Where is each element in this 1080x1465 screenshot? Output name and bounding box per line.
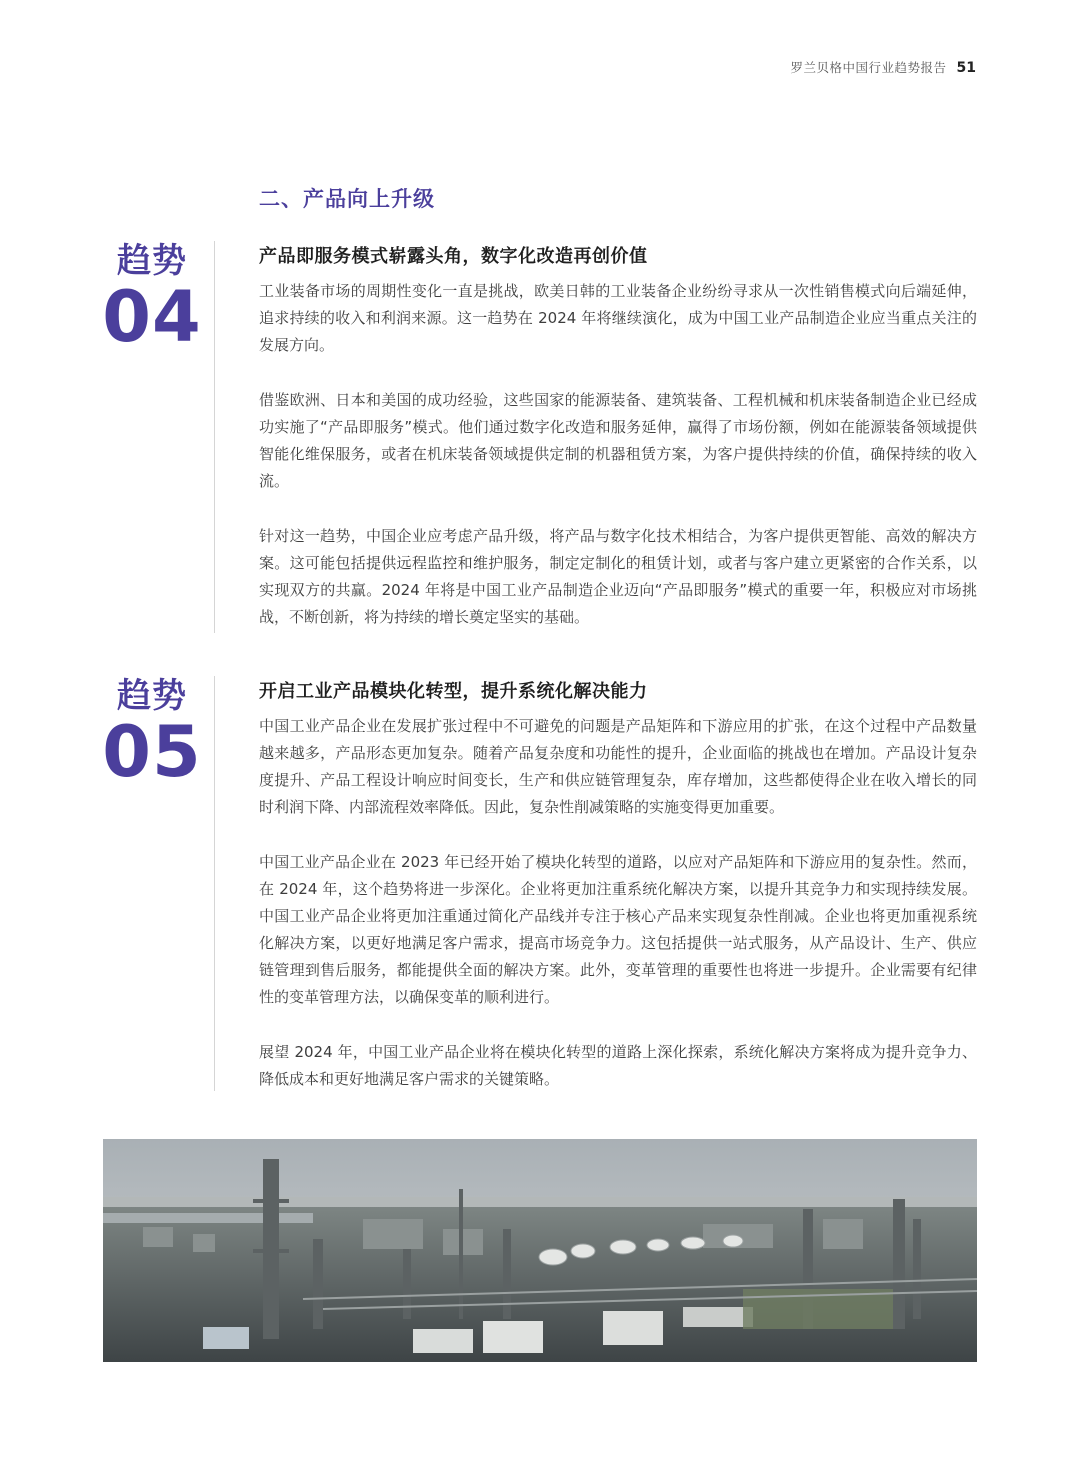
trend-label: 趋势 bbox=[117, 241, 187, 281]
page-header bbox=[791, 58, 977, 76]
trend-05-paragraph-3: 展望 2024 年，中国工业产品企业将在模块化转型的道路上深化探索，系统化解决方案将成为提升竞争力、降低成本和更好地满足客户需求的关键策略。 bbox=[259, 1043, 977, 1088]
trend-04-title: 产品即服务模式崭露头角，数字化改造再创价值 bbox=[259, 246, 648, 267]
trend-05-paragraph-1: 中国工业产品企业在发展扩张过程中不可避免的问题是产品矩阵和下游应用的扩张，在这个过程中产品数量越来越多，产品形态更加复杂。随着产品复杂度和功能性的提升，企业面临的挑战也在增加。产品设计复杂度提升、产品工程设计响应时间变长，生产和供应链管理复杂，库存增加，这些都使得企业在收入增长的同时利润下降、内部流程效率降低。因此，复杂性削减策略的实施变得更加重要。 bbox=[259, 717, 977, 816]
trend-number: 05 bbox=[102, 711, 202, 793]
trend-number: 04 bbox=[102, 276, 202, 358]
divider-line bbox=[214, 241, 215, 633]
trend-04-badge bbox=[100, 241, 204, 358]
trend-05-title: 开启工业产品模块化转型，提升系统化解决能力 bbox=[259, 681, 648, 702]
trend-05-badge bbox=[100, 676, 204, 793]
industrial-plant-photo bbox=[103, 1139, 977, 1362]
trend-04-paragraph-2: 借鉴欧洲、日本和美国的成功经验，这些国家的能源装备、建筑装备、工程机械和机床装备制造企业已经成功实施了“产品即服务”模式。他们通过数字化改造和服务延伸，赢得了市场份额，例如在能源装备领域提供智能化维保服务，或者在机床装备领域提供定制的机器租赁方案，为客户提供持续的价值，确保持续的收入流。 bbox=[259, 391, 977, 490]
trend-04-paragraph-1: 工业装备市场的周期性变化一直是挑战，欧美日韩的工业装备企业纷纷寻求从一次性销售模式向后端延伸，追求持续的收入和利润来源。这一趋势在 2024 年将继续演化，成为中国工业产品制造企业应当重点关注的发展方向。 bbox=[259, 282, 977, 354]
divider-line bbox=[214, 676, 215, 1091]
trend-04-paragraph-3: 针对这一趋势，中国企业应考虑产品升级，将产品与数字化技术相结合，为客户提供更智能、高效的解决方案。这可能包括提供远程监控和维护服务，制定定制化的租赁计划，或者与客户建立更紧密的合作关系，以实现双方的共赢。2024 年将是中国工业产品制造企业迈向“产品即服务”模式的重要一年，积极应对市场挑战，不断创新，将为持续的增长奠定坚实的基础。 bbox=[259, 527, 977, 626]
report-title: 罗兰贝格中国行业趋势报告 bbox=[790, 60, 947, 75]
trend-05-paragraph-2: 中国工业产品企业在 2023 年已经开始了模块化转型的道路，以应对产品矩阵和下游应用的复杂性。然而，在 2024 年，这个趋势将进一步深化。企业将更加注重系统化解决方案，以提升其竞争力和实现持续发展。中国工业产品企业将更加注重通过简化产品线并专注于核心产品来实现复杂性削减。企业也将更加重视系统化解决方案，以更好地满足客户需求，提高市场竞争力。这包括提供一站式服务，从产品设计、生产、供应链管理到售后服务，都能提供全面的解决方案。此外，变革管理的重要性也将进一步提升。企业需要有纪律性的变革管理方法，以确保变革的顺利进行。 bbox=[259, 853, 977, 1006]
section-title: 二、产品向上升级 bbox=[259, 187, 435, 211]
page-number: 51 bbox=[956, 60, 976, 76]
trend-label: 趋势 bbox=[117, 676, 187, 716]
